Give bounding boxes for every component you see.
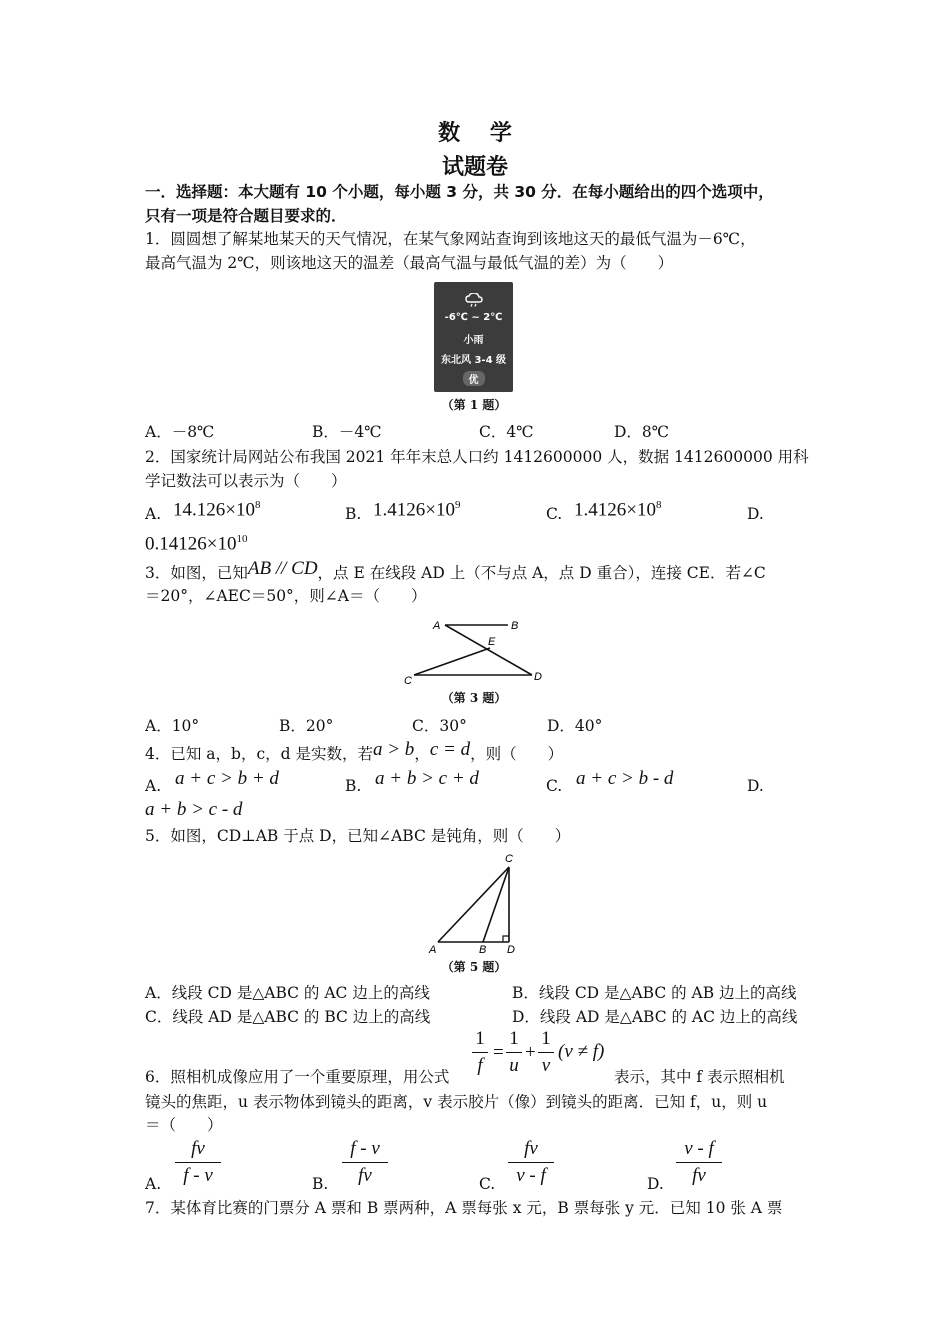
point-b: B — [511, 620, 519, 632]
q5-figure — [425, 850, 525, 958]
segment-ce — [414, 648, 490, 675]
segment-ac — [438, 867, 509, 942]
q6-label-a: A. — [145, 1175, 162, 1193]
q1-option-d: D．8℃ — [614, 423, 670, 441]
q4-option-b: a + b > c + d — [375, 768, 479, 789]
q3-caption: （第 3 题） — [441, 691, 507, 705]
q3-option-c: C．30° — [412, 717, 467, 735]
q7-text: 7．某体育比赛的门票分 A 票和 B 票两种，A 票每张 x 元，B 票每张 y 元．已知 10 张 A 票 — [145, 1199, 783, 1217]
widget-aq: 优 — [463, 371, 485, 386]
page-title: 数 学 — [438, 121, 512, 146]
segment-bc — [483, 867, 509, 942]
q4-label-c: C. — [546, 777, 563, 795]
q6-option-a: fv f - v — [175, 1138, 221, 1187]
q6-text-cont2: ＝（ ） — [145, 1116, 223, 1134]
point-d: D — [534, 671, 542, 683]
q2-label-d: D. — [747, 505, 764, 523]
point-d: D — [507, 944, 515, 956]
q5-option-d: D．线段 AD 是△ABC 的 AC 边上的高线 — [512, 1008, 798, 1026]
q2-text-cont: 学记数法可以表示为（ ） — [145, 472, 347, 490]
q4-option-d: a + b > c - d — [145, 799, 243, 820]
q5-option-a: A．线段 CD 是△ABC 的 AC 边上的高线 — [145, 984, 430, 1002]
q2-text: 2．国家统计局网站公布我国 2021 年年末总人口约 1412600000 人，数据 1412600000 用科 — [145, 448, 809, 466]
point-c: C — [404, 675, 412, 687]
q6-text-b: 表示，其中 f 表示照相机 — [614, 1068, 785, 1086]
segment-ad — [445, 625, 532, 675]
q6-label-b: B. — [312, 1175, 329, 1193]
q6-text: 6．照相机成像应用了一个重要原理，用公式 — [145, 1068, 450, 1086]
q1-option-b: B．－4℃ — [312, 423, 382, 441]
q1-caption: （第 1 题） — [441, 398, 507, 412]
point-b: B — [479, 944, 487, 956]
point-c: C — [505, 853, 513, 865]
point-a: A — [433, 620, 441, 632]
q5-caption: （第 5 题） — [441, 960, 507, 974]
q1-text: 1．圆圆想了解某地某天的天气情况，在某气象网站查询到该地这天的最低气温为－6℃， — [145, 230, 756, 248]
right-angle-mark — [503, 936, 509, 942]
widget-temp: -6℃ ~ 2℃ — [444, 312, 503, 323]
section-heading: 一．选择题：本大题有 10 个小题，每小题 3 分，共 30 分．在每小题给出的四个选项中， — [145, 183, 774, 201]
q3-text: 3．如图，已知AB // CD，点 E 在线段 AD 上（不与点 A，点 D 重合），连接 CE．若∠C — [145, 558, 766, 582]
q6-text-cont: 镜头的焦距，u 表示物体到镜头的距离，v 表示胶片（像）到镜头的距离．已知 f，u，则 u — [145, 1093, 768, 1111]
q1-option-c: C．4℃ — [479, 423, 534, 441]
q6-option-c: fv v - f — [508, 1138, 554, 1187]
q5-option-b: B．线段 CD 是△ABC 的 AB 边上的高线 — [512, 984, 797, 1002]
widget-weather: 小雨 — [463, 335, 484, 346]
q4-option-c: a + c > b - d — [576, 768, 674, 789]
weather-widget — [434, 282, 513, 392]
q2-option-c: $1.4126\times 10^8$ — [574, 499, 662, 521]
point-e: E — [488, 636, 496, 648]
q3-option-d: D．40° — [547, 717, 603, 735]
q6-option-d: v - f fv — [676, 1138, 722, 1187]
q5-option-c: C．线段 AD 是△ABC 的 BC 边上的高线 — [145, 1008, 431, 1026]
q4-label-a: A. — [145, 777, 162, 795]
cloud-rain-icon — [465, 292, 483, 304]
q4-text: 4．已知 a，b，c，d 是实数，若a > b，c = d，则（ ） — [145, 739, 564, 763]
q1-option-a: A．－8℃ — [145, 423, 215, 441]
page-subtitle: 试题卷 — [441, 155, 508, 180]
q4-label-b: B. — [345, 777, 362, 795]
q6-label-d: D. — [647, 1175, 664, 1193]
q2-option-d: $0.14126\times 10^{10}$ — [145, 533, 248, 555]
q2-option-b: $1.4126\times 10^9$ — [373, 499, 461, 521]
section-heading-cont: 只有一项是符合题目要求的． — [145, 207, 347, 225]
q2-label-b: B. — [345, 505, 362, 523]
widget-wind: 东北风 3-4 级 — [440, 355, 507, 366]
q3-figure — [400, 612, 550, 690]
q3-option-b: B．20° — [279, 717, 334, 735]
q4-option-a: a + c > b + d — [175, 768, 279, 789]
q2-option-a: $14.126\times 10^8$ — [173, 499, 261, 521]
q1-text-cont: 最高气温为 2℃，则该地这天的温差（最高气温与最低气温的差）为（ ） — [145, 254, 674, 272]
q4-label-d: D. — [747, 777, 764, 795]
q3-text-cont: ＝20°，∠AEC＝50°，则∠A＝（ ） — [145, 587, 427, 605]
q3-option-a: A．10° — [145, 717, 200, 735]
q2-label-c: C. — [546, 505, 563, 523]
q2-label-a: A. — [145, 505, 162, 523]
q6-option-b: f - v fv — [342, 1138, 388, 1187]
q6-label-c: C. — [479, 1175, 496, 1193]
q5-text: 5．如图，CD⊥AB 于点 D，已知∠ABC 是钝角，则（ ） — [145, 827, 571, 845]
point-a: A — [429, 944, 437, 956]
q6-formula: 1 f = 1 u + 1 v (v ≠ f) — [472, 1028, 617, 1080]
